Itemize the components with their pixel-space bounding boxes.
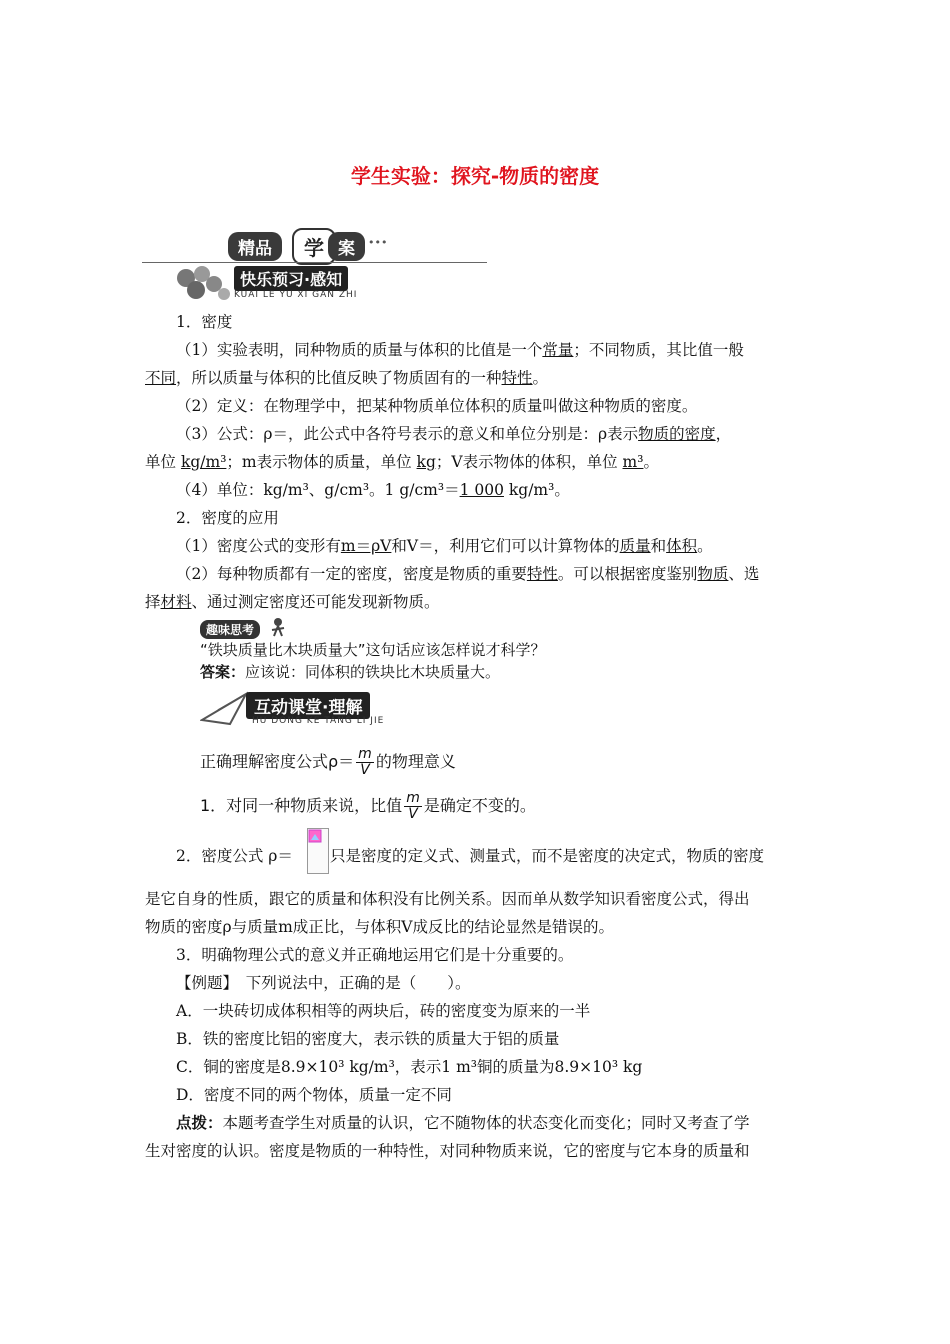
s1-p2: （2）定义：在物理学中，把某种物质单位体积的质量叫做这种物质的密度。 bbox=[176, 397, 698, 415]
blank-answer: m³ bbox=[622, 453, 644, 471]
blank-answer: 不同 bbox=[145, 369, 177, 387]
blank-answer: 特性 bbox=[501, 369, 533, 387]
banner-pinyin: KUAI LE YU XI GAN ZHI bbox=[234, 290, 358, 300]
paper-plane-icon bbox=[200, 690, 248, 726]
blank-answer: 体积 bbox=[666, 537, 698, 555]
puzzle-icon bbox=[174, 264, 234, 300]
thinking-figure-icon bbox=[268, 616, 288, 638]
s1-p4 bbox=[176, 480, 570, 500]
blank-answer: kg bbox=[416, 453, 436, 471]
option-b: B．铁的密度比铝的密度大，表示铁的质量大于铝的质量 bbox=[176, 1030, 560, 1048]
s2-p2-line2 bbox=[145, 592, 440, 612]
text: kg/m³。 bbox=[503, 481, 570, 499]
blank-answer: 常量 bbox=[542, 341, 574, 359]
broken-image-icon bbox=[308, 829, 328, 843]
hint-label: 点拨： bbox=[176, 1114, 223, 1132]
example-question bbox=[176, 973, 471, 993]
text: 的物理意义 bbox=[375, 752, 456, 771]
text: 本题考查学生对质量的认识，它不随物体的状态变化而变化；同时又考查了学 bbox=[222, 1114, 750, 1132]
banner-rule bbox=[142, 262, 487, 263]
text: 单位 bbox=[145, 453, 177, 471]
text: ， bbox=[715, 425, 732, 443]
option-c: C．铜的密度是8.9×10³ kg/m³，表示1 m³铜的质量为8.9×10³ kg bbox=[176, 1058, 643, 1076]
answer-text: 应该说：同体积的铁块比木块质量大。 bbox=[245, 663, 501, 681]
blank-answer: kg/m³ bbox=[180, 453, 227, 471]
hint-line1 bbox=[176, 1113, 750, 1133]
s3-p2-line2: 是它自身的性质，跟它的质量和体积没有比例关系。因而单从数学知识看密度公式，得出 bbox=[145, 890, 750, 908]
banner-interactive-pinyin: HU DONG KE TANG LI JIE bbox=[252, 716, 385, 726]
text: ，所以质量与体积的比值反映了物质固有的一种 bbox=[176, 369, 502, 387]
s3-p1 bbox=[200, 786, 536, 826]
blank-answer: 材料 bbox=[160, 593, 192, 611]
frac-num: m bbox=[358, 746, 372, 762]
think-answer bbox=[200, 662, 500, 682]
text: 。可以根据密度鉴别 bbox=[557, 565, 698, 583]
text: 下列说法中，正确的是（ ）。 bbox=[245, 974, 471, 992]
text: （4）单位：kg/m³、g/cm³。1 g/cm³＝ bbox=[176, 481, 460, 499]
s2-heading: 2．密度的应用 bbox=[176, 509, 279, 527]
s3-p3: 3．明确物理公式的意义并正确地运用它们是十分重要的。 bbox=[176, 946, 574, 964]
text: 1．对同一种物质来说，比值 bbox=[200, 796, 403, 815]
text: 、通过测定密度还可能发现新物质。 bbox=[191, 593, 440, 611]
s2-p2-line1 bbox=[176, 564, 759, 584]
s3-p2-line1-b: 只是密度的定义式、测量式，而不是密度的决定式，物质的密度 bbox=[330, 847, 765, 865]
frac-den: V bbox=[408, 806, 418, 822]
banner-dots: ••• bbox=[368, 236, 388, 249]
text: 、选 bbox=[728, 565, 760, 583]
text: 是确定不变的。 bbox=[423, 796, 536, 815]
s1-heading: 1．密度 bbox=[176, 313, 233, 331]
hint-line2: 生对密度的认识。密度是物质的一种特性，对同种物质来说，它的密度与它本身的质量和 bbox=[145, 1142, 750, 1160]
frac-den: V bbox=[360, 762, 370, 778]
blank-answer: 1 000 bbox=[459, 481, 504, 499]
s1-p3-line2 bbox=[145, 452, 659, 472]
text: 和V＝，利用它们可以计算物体的 bbox=[391, 537, 620, 555]
text: 。 bbox=[643, 453, 659, 471]
blank-answer: 质量 bbox=[619, 537, 651, 555]
blank-answer: 物质的密度 bbox=[638, 425, 716, 443]
text: ；V表示物体的体积，单位 bbox=[435, 453, 618, 471]
s1-p1-line2 bbox=[145, 368, 548, 388]
fraction-m-over-v bbox=[356, 747, 374, 778]
banner-badge: 精品 bbox=[228, 232, 282, 261]
s3-heading bbox=[200, 742, 456, 782]
text: 。 bbox=[532, 369, 549, 387]
text: （3）公式：ρ＝，此公式中各符号表示的意义和单位分别是：ρ表示 bbox=[176, 425, 639, 443]
text: （1）密度公式的变形有 bbox=[176, 537, 341, 555]
option-a: A．一块砖切成体积相等的两块后，砖的密度变为原来的一半 bbox=[176, 1002, 591, 1020]
text: （2）每种物质都有一定的密度，密度是物质的重要 bbox=[176, 565, 527, 583]
banner-badge-xue: 学 bbox=[292, 228, 336, 265]
example-label: 【例题】 bbox=[176, 974, 231, 992]
banner-title: 快乐预习·感知 bbox=[234, 266, 348, 291]
blank-answer: m＝ρV bbox=[340, 537, 392, 555]
blank-answer: 特性 bbox=[526, 565, 558, 583]
banner-interactive-title: 互动课堂·理解 bbox=[246, 692, 370, 719]
s2-p1 bbox=[176, 536, 713, 556]
text: ；不同物质，其比值一般 bbox=[573, 341, 744, 359]
text: 择 bbox=[145, 593, 161, 611]
option-d: D．密度不同的两个物体，质量一定不同 bbox=[176, 1086, 452, 1104]
blank-answer: 物质 bbox=[697, 565, 729, 583]
answer-label: 答案： bbox=[200, 663, 246, 681]
fraction-m-over-v bbox=[404, 791, 422, 822]
s1-p1-line1 bbox=[176, 340, 744, 360]
text: 和 bbox=[650, 537, 667, 555]
section-banner-preview bbox=[142, 228, 487, 300]
s3-p2-line3: 物质的密度ρ与质量m成正比，与体积V成反比的结论显然是错误的。 bbox=[145, 918, 615, 936]
page-title: 学生实验：探究-物质的密度 bbox=[350, 164, 600, 188]
text: （1）实验表明，同种物质的质量与体积的比值是一个 bbox=[176, 341, 543, 359]
banner-badge-an: 案 bbox=[328, 232, 365, 261]
s1-p3-line1 bbox=[176, 424, 731, 444]
think-question: “铁块质量比木块质量大”这句话应该怎样说才科学？ bbox=[200, 641, 546, 659]
frac-num: m bbox=[406, 790, 420, 806]
formula-image-placeholder bbox=[307, 828, 329, 874]
think-badge: 趣味思考 bbox=[200, 620, 260, 639]
text: ；m表示物体的质量，单位 bbox=[226, 453, 412, 471]
s3-p2-line1-a: 2．密度公式 ρ＝ bbox=[176, 847, 293, 865]
text: 正确理解密度公式ρ＝ bbox=[200, 752, 355, 771]
text: 。 bbox=[697, 537, 713, 555]
